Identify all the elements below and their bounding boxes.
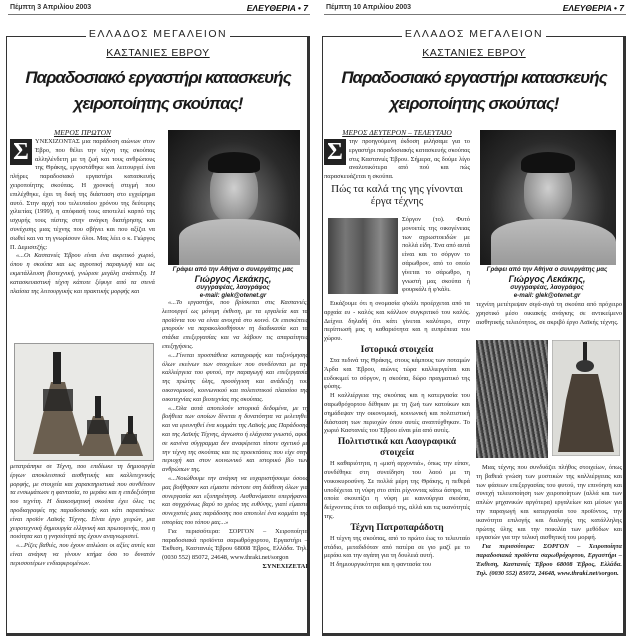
part-label: ΜΕΡΟΣ ΠΡΩΤΟΝ: [53, 128, 112, 137]
author-email[interactable]: e-mail: glek@otenet.gr: [199, 292, 267, 299]
header-rule: [324, 14, 626, 15]
author-email[interactable]: e-mail: glek@otenet.gr: [513, 292, 581, 299]
sorgon-definition: Σόργον (το). Φυτό μονοετές της οικογένειας των αγρωστοειδών με πολλά είδη. Ένα από αυτά είναι και το σόργον το σάρωθρον, από το οποίο γίνεται το σάρωθρο, η γνωστή μας σκούπα ή φουρκάλι ή φ'κάλι.: [402, 216, 470, 294]
culture-text: Η καθαριότητα, η «μισή αρχοντιά», όπως την είπαν, συνδέθηκε στη συνείδηση του λαού με τη νοικοκυροσύνη. Σε πολλά μέρη της Θράκης, η πεθερά υποδέχεται τη νύφη στο σπίτι ρίχνοντας κάτω άσπρα, τα οποία σκουπίζει η νύφη με καινούργια σκούπα, δείχνοντας έτσι το σεβασμό της, αλλά και τις ικανότητές της.: [324, 460, 470, 520]
heading-history: Ιστορικά στοιχεία: [360, 344, 434, 355]
heading-culture: Πολιτιστικά και Λαογραφικά στοιχεία: [337, 437, 457, 459]
author-name: Γιώργος Λεκάκης,: [508, 274, 586, 284]
quote-text: «...Το εργαστήρι, που βρίσκεται στις Καστανιές, λειτουργεί ως μόνιμη έκθεση, με τα εργαλεία και τα προϊόντα του να είναι ανοιχτά στο κοινό. Οι επισκέπτες μπορούν να παρακολουθήσουν τη διαδικασία και τα στάδια επεξεργασίας και να λάβουν τις απαραίτητες επεξηγήσεις.: [162, 299, 308, 350]
newspaper-page-part-two: [316, 0, 632, 640]
continues-label: ΣΥΝΕΧΙΖΕΤΑΙ: [262, 562, 308, 570]
decorative-brooms-image: [15, 344, 153, 460]
heading-tradition: Τέχνη Πατροπαράδοτη: [350, 522, 444, 533]
quote-text: «...Νοιώθουμε την ανάγκη να ευχαριστήσουμε όσους μας βοήθησαν και είμαστε πάντοτε στη διάθεση όλων για συνεργασία και εξυπηρέτηση. Αισθανόμαστε υπερήφανοι και συγχρόνως βαρύ το χρέος της ευθύνης, γιατί είμαστε συνεχιστές μιας παράδοσης που αποτελεί ένα κομμάτι της ιστορίας του τόπου μας...»: [162, 474, 308, 526]
intro-text: την προηγούμενη έκδοση μιλήσαμε για το εργαστήρι παραδοσιακής κατασκευής σκούπας στις Καστανιές Έβρου. Σήμερα, ας δούμε λίγο αναλυτικότερα από πού και πώς παρασκευάζεται η σκούπα.: [324, 138, 470, 181]
section-label: ΕΛΛΑΔΟΣ ΜΕΓΑΛΕΙΟΝ: [316, 28, 632, 40]
tradition-text: Η δημιουργικότητα και η φαντασία του: [330, 561, 432, 569]
quote-text: «...Όλα αυτά αποτελούν ιστορικά δεδομένα, με τη βοήθεια των οποίων δίνεται η δυνατότητα να μελετηθεί και να ερευνηθεί ένα κομμάτι της Λαϊκής μας Παράδοσης και της Λαϊκής Τέχνης, άγνωστο ή ελάχιστα γνωστό, αφού σε κανένα σύγγραμμα δεν αναφέρεται τίποτε σχετικό με την τέχνη της σκούπας και τις προεκτάσεις που είχε στην περιοχή και στον κοινωνικό και ιστορικό βίο των ανθρώπων της.: [162, 404, 308, 474]
column-left-top: [10, 128, 155, 296]
author-caption: [474, 266, 620, 300]
column-right-bottom: [476, 464, 622, 578]
history-text: Στα πεδινά της Θράκης, στους κάμπους των ποταμών Άρδα και Έβρου, αιώνες τώρα καλλιεργείται και ευδοκιμεί το σόργον, η σκούπα, δώρο πραγματικό της φύσης.: [324, 356, 470, 391]
author-caption: [160, 266, 306, 300]
author-photo: [480, 130, 616, 265]
author-name: Γιώργος Λεκάκης,: [194, 274, 272, 284]
brooms-photo: [14, 343, 154, 461]
part-label: ΜΕΡΟΣ ΔΕΥΤΕΡΟΝ – ΤΕΛΕΥΤΑΙΟ: [342, 128, 452, 137]
contact-info: Για περισσότερα: ΣΟΡΓΟΝ – Χειροποίητα παραδοσιακά προϊόντα σαρωθρόχορτου, Εργαστήρι – Έκθεση, Καστανιές Έβρου 68008 Έβρος, Ελλάδα. Τηλ. (0030 552) 85072, 24648, www.thraki.net/sorgon.: [476, 543, 622, 577]
issue-date: Πέμπτη 3 Απριλίου 2003: [10, 4, 92, 11]
column-right-top: [476, 301, 622, 327]
intro-text: ΥΝΕΧΙΖΟΝΤΑΣ μια παράδοση αιώνων στον Έβρο, που θέλει την τέχνη της σκούπας αλληλένδετη με τη ζωή και τους ανθρώπους της Θράκης, εργοστάθηκε και λειτουργεί ένα πλήρες παραδοσιακό εργαστήρι κατασκευής χειροποίητης σκούπας. Η χρονική στιγμή που επιλέχθηκε, έχει τη δική της διάσταση στο εγχείρημα αυτό. Στην αρχή του τελευταίου χρόνου της δεύτερης χιλιετίας (1999), η απόφασή τους αποτελεί καρπό της ισχυρής τους πίστης στην ανάγκη διατήρησης και συνέχισης μιας τέχνης που σβήνει και που αξίζει να σωθεί και να τη γνωρίσουν όλοι. Μας λέει ο κ. Γιώργος Π. Δεμισιτζής:: [10, 138, 155, 251]
author-role: συγγραφέας, λαογράφος: [196, 284, 270, 291]
tradition-text: Μιας τέχνης που συνδυάζει πλήθος στοιχείων, όπως τη βαθειά γνώση των μυστικών της καλλιέργειας και των φάσεων επεξεργασίας του φυτού, την επινόηση και συνεχή τελειοποίηση των χειροποίητων (αλλά και των απλών μηχανικών αργότερα) εργαλείων και μέσων για την παραγωγή και κατεργασία του προϊόντος, την ικανότητα επιλογής και διαλογής της κατάλληλης πρώτης ύλης και την ποικιλία των μεθόδων και εργασιών για την τελική αισθητική του μορφή.: [476, 464, 622, 542]
quote-text: «...Οι Καστανιές Έβρου είναι ένα ακριτικό χωριό, όπου η σκούπα και ως αγροτική παραγωγή και ως εκμετάλλευση βιοτεχνική, γνώρισε μεγάλη ανάπτυξη. Η κατασκευαστική τέχνη κάποτε ξέφυγε από τα στενά πλαίσια της λειτουργικής και πρακτικής μορφής και: [10, 252, 155, 295]
etymology-text: Εικάζουμε ότι η ονομασία φ'κάλι προέρχεται από τα αρχαία ευ - καλός και κάλλιον συγκριτικό του καλός. Δείχνει δηλαδή ότι κάτι γίνεται καλύτερο, στην περίπτωσή μας η καθαριότητα και η ευπρέπεια του χώρου.: [324, 300, 470, 343]
tradition-text: τεχνίτη μετέτρεψαν σιγά-σιγά τη σκούπα από πρόχειρο χρηστικό μέσο οικιακής ανάγκης σε αντικείμενο αισθητικής τελειότητος, σε ακριβό έργο Λαϊκής τέχνης.: [476, 301, 622, 326]
article-title-line1: Παραδοσιακό εργαστήρι κατασκευής: [25, 68, 291, 87]
contact-info: Για περισσότερα: ΣΟΡΓΟΝ – Χειροποίητα παραδοσιακά προϊόντα σαρωθρόχορτου, Εργαστήρι – Έκθεση, Καστανιές Έβρου 68008 Έβρος, Ελλάδα. Τηλ. (0030 552) 85072, 24648, www.thraki.net/sorgon: [162, 527, 308, 562]
column-left-top: [324, 128, 470, 208]
author-photo: [168, 130, 300, 265]
caption-line: Γράφει από την Αθήνα ο συνεργάτης μας: [172, 266, 294, 273]
heading-how: Πώς τα καλά της γης γίνονται έργα τέχνης: [331, 182, 463, 207]
author-role: συγγραφέας, λαογράφος: [510, 284, 584, 291]
history-text: Η καλλιέργεια της σκούπας και η κατεργασία του σαρωθρόχορτου δέθηκαν με τη ζωή των κατοίκων και σημάδεψαν την οικονομική, κοινωνική και πολιτιστική διάσταση των περιοχών όπου αυτές αναπτύχθηκαν. Το χωριό Καστανιές του Έβρου είναι μία από αυτές.: [324, 392, 470, 435]
decorative-broom-image: [552, 340, 620, 456]
broom-photos: [476, 340, 622, 460]
quote-text: «...Ρίζες βαθιές, που έχουν απλώσει οι αξίες αυτές και είναι ανάγκη να γίνουν κτήμα όσο το δυνατόν περισσοτέρων ενδιαφερομένων.: [10, 542, 155, 567]
newspaper-name: ΕΛΕΥΘΕΡΙΑ • 7: [246, 3, 308, 13]
issue-date: Πέμπτη 10 Απριλίου 2003: [326, 4, 412, 11]
sorghum-plant-photo: [328, 218, 398, 294]
drop-cap: Σ: [10, 139, 32, 165]
article-title-line2: χειροποίητης σκούπας!: [389, 94, 559, 113]
column-left-bottom: [324, 300, 470, 570]
newspaper-name: ΕΛΕΥΘΕΡΙΑ • 7: [562, 3, 624, 13]
header-rule: [8, 14, 310, 15]
caption-line: Γράφει από την Αθήνα ο συνεργάτης μας: [486, 266, 608, 273]
section-label: ΕΛΛΑΔΟΣ ΜΕΓΑΛΕΙΟΝ: [0, 28, 316, 40]
drop-cap: Σ: [324, 139, 346, 165]
article-title-line2: χειροποίητης σκούπας!: [73, 94, 243, 113]
article-subtitle: ΚΑΣΤΑΝΙΕΣ ΕΒΡΟΥ: [422, 47, 526, 59]
article-subtitle: ΚΑΣΤΑΝΙΕΣ ΕΒΡΟΥ: [106, 47, 210, 59]
tradition-text: Η τέχνη της σκούπας, από το πρώτο έως το τελευταίο στάδιο, μεταδιδόταν από πατέρα σε γιο μαζί με το μεράκι και την αγάπη για τη δουλειά αυτή.: [324, 534, 470, 560]
column-right: [162, 299, 308, 572]
quote-text: μετατράπηκε σε Τέχνη, που επιδίωκε τη δημιουργία έργων αποκλειστικά αισθητικής και καλλιτεχνικής μορφής, με στοιχεία και χαρακτηριστικά που συνθέτουν τα ενσωμάτωσε η φαντασία, το μεράκι και η επιδεξιότητα του τεχνίτη. Η διακοσμητική σκούπα έχει όλες τις προδιαγραφές της παραδοσιακής και κάτι παραπάνω: είναι προϊόν Λαϊκής Τέχνης. Είναι έργο χειρών, μια χειροτεχνική δημιουργία ελληνική και πρωτογενής, που η ποιότητα και η γνησιότητά της έχουν αναγνωριστεί.: [10, 463, 155, 541]
quote-text: «...Γίνεται προσπάθεια καταγραφής και ταξινόμησης όλων εκείνων των στοιχείων που συνδέονται με την καλλιέργεια του φυτού, την παραγωγή και επεξεργασία της πρώτης ύλης, προσέγγιση και ανάδειξη του οικονομικού, κοινωνικού και πολιτιστικού πλαισίου της οικοτεχνίας και βιοτεχνίας της σκούπας.: [162, 351, 308, 403]
column-sorgon: [402, 216, 470, 295]
column-left-bottom: [10, 463, 155, 569]
broom-bundle-image: [476, 340, 548, 458]
article-title-line1: Παραδοσιακό εργαστήρι κατασκευής: [341, 68, 607, 87]
